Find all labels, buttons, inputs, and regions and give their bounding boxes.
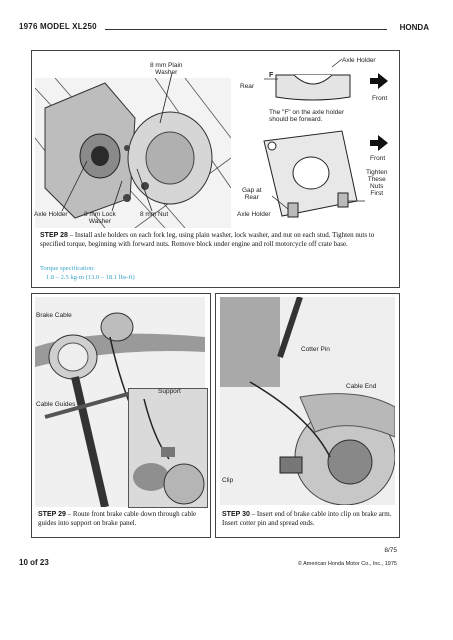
page-number: 10 of 23 — [19, 558, 49, 567]
label-cable-end: Cable End — [346, 383, 377, 390]
label-front-mid: Front — [370, 155, 386, 162]
step29-support-inset-photo — [128, 388, 208, 508]
label-clip: Clip — [222, 477, 234, 484]
axle-holder-diagram — [32, 51, 399, 287]
step30-text: – Insert end of brake cable into clip on brake arm. Insert cotter pin and spread ends. — [222, 510, 392, 528]
step28-panel — [31, 50, 400, 288]
torque-spec-label: Torque specification: — [40, 265, 95, 272]
label-plain-washer: 8 mm Plain Washer — [150, 62, 183, 77]
step28-title: STEP 28 — [40, 232, 68, 239]
label-support: Support — [158, 388, 181, 395]
copyright-notice: © American Honda Motor Co., Inc., 1975 — [297, 561, 397, 567]
label-axle-holder-bottom: Axle Holder — [237, 211, 271, 218]
label-rear: Rear — [240, 83, 255, 90]
brake-panel-support-illustration — [129, 389, 207, 507]
step29-panel — [31, 293, 211, 538]
document-model-title: 1976 MODEL XL250 — [19, 22, 97, 31]
label-cotter-pin: Cotter Pin — [301, 346, 330, 353]
label-gap-at-rear: Gap at Rear — [242, 187, 262, 202]
label-tighten-nuts: Tighten These Nuts First — [366, 169, 388, 198]
step30-brake-arm-photo — [220, 297, 395, 505]
step28-text: – Install axle holders on each fork leg, using plain washer, lock washer, and nut on each stud. Tighten nuts to specified torque, beginning with forward nuts. Remove block under engine and roll motorcycle off crate base. — [40, 231, 375, 249]
step28-instructions — [40, 231, 392, 250]
label-axle-holder-top: Axle Holder — [342, 57, 376, 64]
step30-instructions — [222, 510, 394, 529]
label-f-note: The "F" on the axle holder should be forward. — [269, 109, 345, 124]
brake-arm-illustration — [220, 297, 395, 505]
step29-text: – Route front brake cable down through cable guides into support on brake panel. — [38, 510, 197, 528]
label-8mm-nut: 8 mm Nut — [140, 211, 169, 218]
step29-instructions — [38, 510, 206, 529]
label-front-top: Front — [372, 95, 388, 102]
label-axle-holder-left: Axle Holder — [34, 211, 68, 218]
label-lock-washer: 8 mm Lock Washer — [84, 211, 116, 226]
header-rule — [105, 29, 387, 30]
revision-date: 8/75 — [384, 547, 397, 554]
label-f-mark: F — [269, 72, 274, 79]
label-brake-cable: Brake Cable — [36, 312, 72, 319]
torque-spec-value: 1.8 – 2.5 kg-m (13.0 – 18.1 lbs-ft) — [46, 274, 135, 281]
step29-title: STEP 29 — [38, 511, 66, 518]
label-cable-guides: Cable Guides — [36, 401, 76, 408]
step30-title: STEP 30 — [222, 511, 250, 518]
brand-name: HONDA — [399, 23, 429, 32]
step30-panel — [215, 293, 400, 538]
